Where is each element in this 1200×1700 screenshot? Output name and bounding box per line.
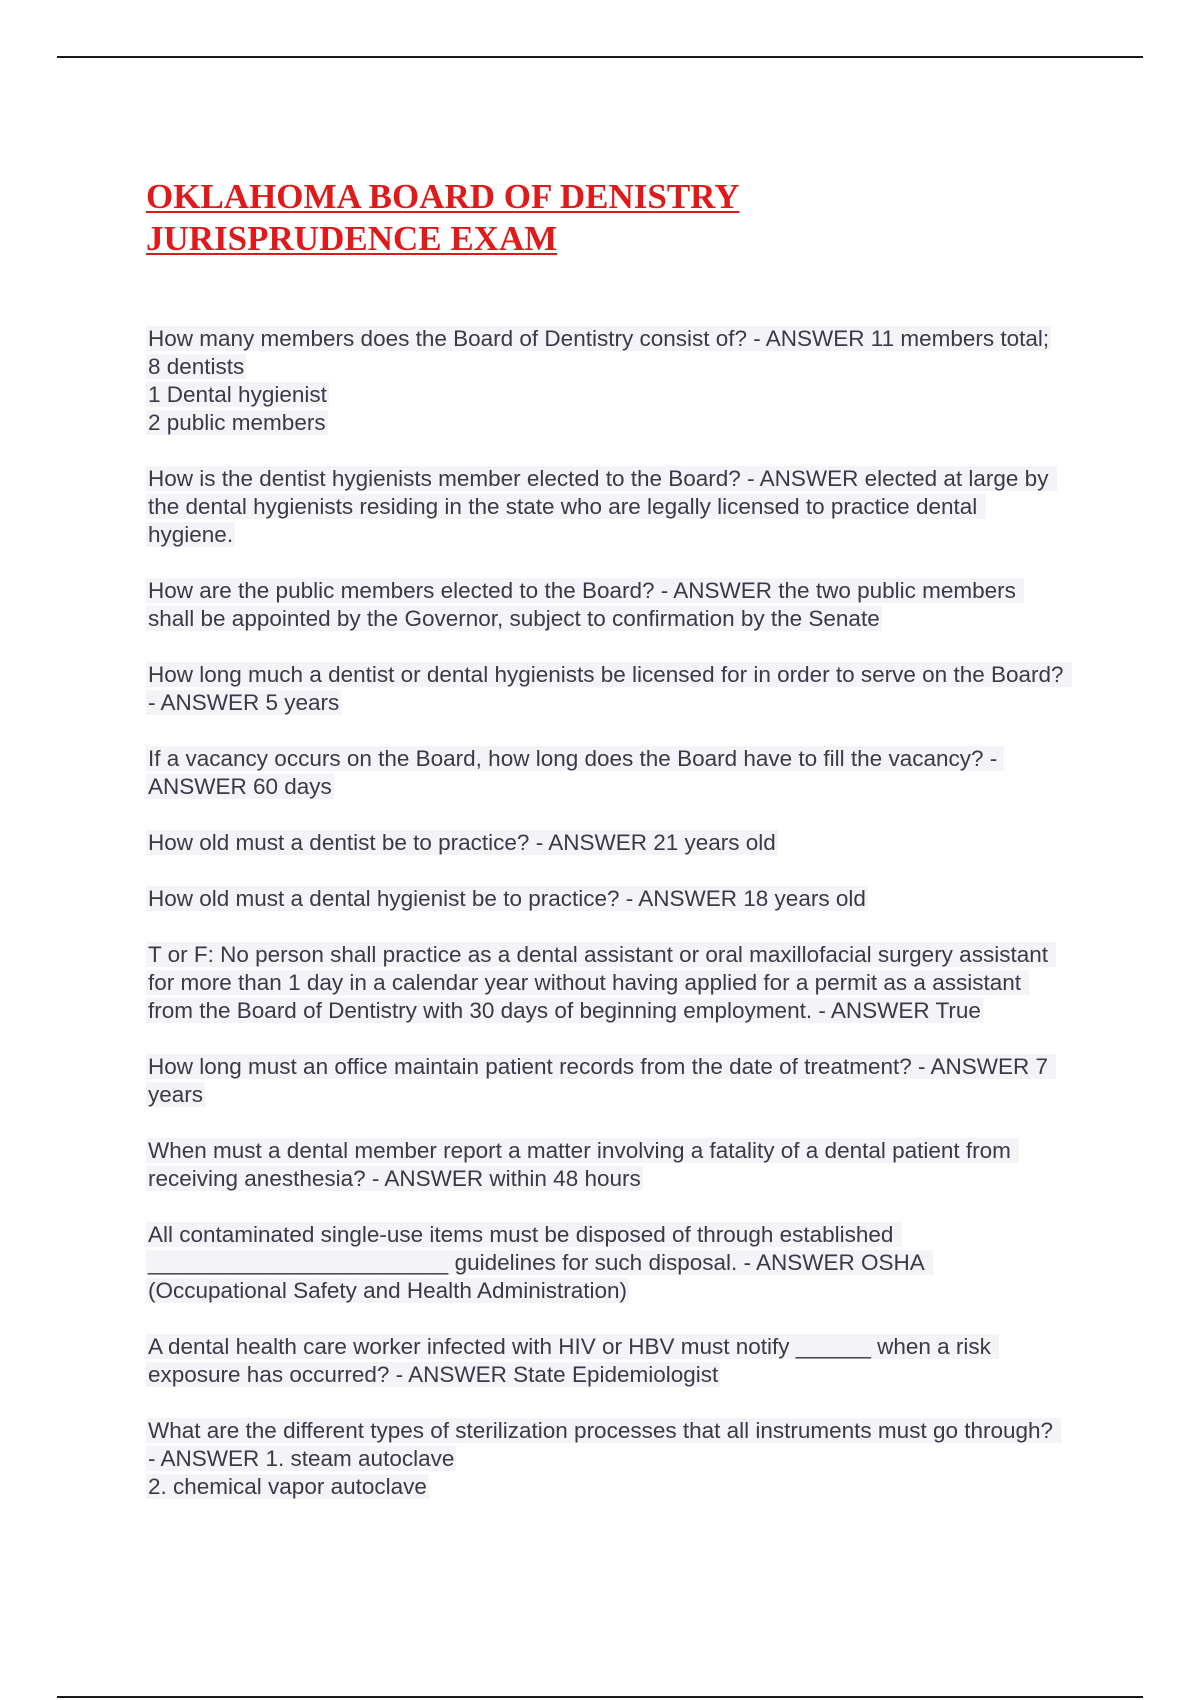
qa-item — [146, 325, 1066, 437]
qa-item — [146, 1137, 1066, 1193]
qa-text: When must a dental member report a matter involving a fatality of a dental patient from receiving anesthesia? - ANSWER within 48 hours — [148, 1138, 1018, 1191]
document-title: OKLAHOMA BOARD OF DENISTRY JURISPRUDENCE EXAM — [146, 177, 740, 258]
top-rule — [57, 56, 1143, 58]
qa-text: T or F: No person shall practice as a dental assistant or oral maxillofacial surgery assistant for more than 1 day in a calendar year without having applied for a permit as a assistant from the Board of Dentistry with 30 days of beginning employment. - ANSWER True — [148, 942, 1055, 1023]
qa-list — [146, 325, 1070, 1501]
qa-text: How many members does the Board of Dentistry consist of? - ANSWER 11 members total; 8 dentists 1 Dental hygienist 2 public members — [148, 326, 1050, 435]
qa-item — [146, 745, 1066, 801]
qa-item — [146, 1333, 1066, 1389]
qa-text: All contaminated single-use items must be disposed of through established ________________________ guidelines for such disposal. - ANSWER OSHA (Occupational Safety and Health Administration) — [148, 1222, 932, 1303]
qa-text: How old must a dentist be to practice? - ANSWER 21 years old — [148, 830, 776, 855]
qa-item — [146, 1417, 1066, 1501]
qa-text: How old must a dental hygienist be to practice? - ANSWER 18 years old — [148, 886, 866, 911]
qa-text: How is the dentist hygienists member elected to the Board? - ANSWER elected at large by the dental hygienists residing in the state who are legally licensed to practice dental hygiene. — [148, 466, 1055, 547]
qa-text: How are the public members elected to the Board? - ANSWER the two public members shall be appointed by the Governor, subject to confirmation by the Senate — [148, 578, 1023, 631]
qa-item — [146, 465, 1066, 549]
qa-item — [146, 885, 1066, 913]
qa-item — [146, 661, 1070, 717]
qa-text: If a vacancy occurs on the Board, how long does the Board have to fill the vacancy? - ANSWER 60 days — [148, 746, 1003, 799]
qa-text: A dental health care worker infected with HIV or HBV must notify ______ when a risk exposure has occurred? - ANSWER State Epidemiologist — [148, 1334, 998, 1387]
document-body — [146, 176, 1070, 1529]
qa-text: How long much a dentist or dental hygienists be licensed for in order to serve on the Board? - ANSWER 5 years — [148, 662, 1070, 715]
qa-item — [146, 1221, 1066, 1305]
qa-item — [146, 1053, 1066, 1109]
qa-text: What are the different types of sterilization processes that all instruments must go through? - ANSWER 1. steam autoclave 2. chemical vapor autoclave — [146, 1418, 1061, 1499]
bottom-rule — [57, 1696, 1143, 1698]
qa-item — [146, 941, 1066, 1025]
qa-item — [146, 577, 1066, 633]
qa-text: How long must an office maintain patient records from the date of treatment? - ANSWER 7 years — [148, 1054, 1055, 1107]
qa-item — [146, 829, 1066, 857]
